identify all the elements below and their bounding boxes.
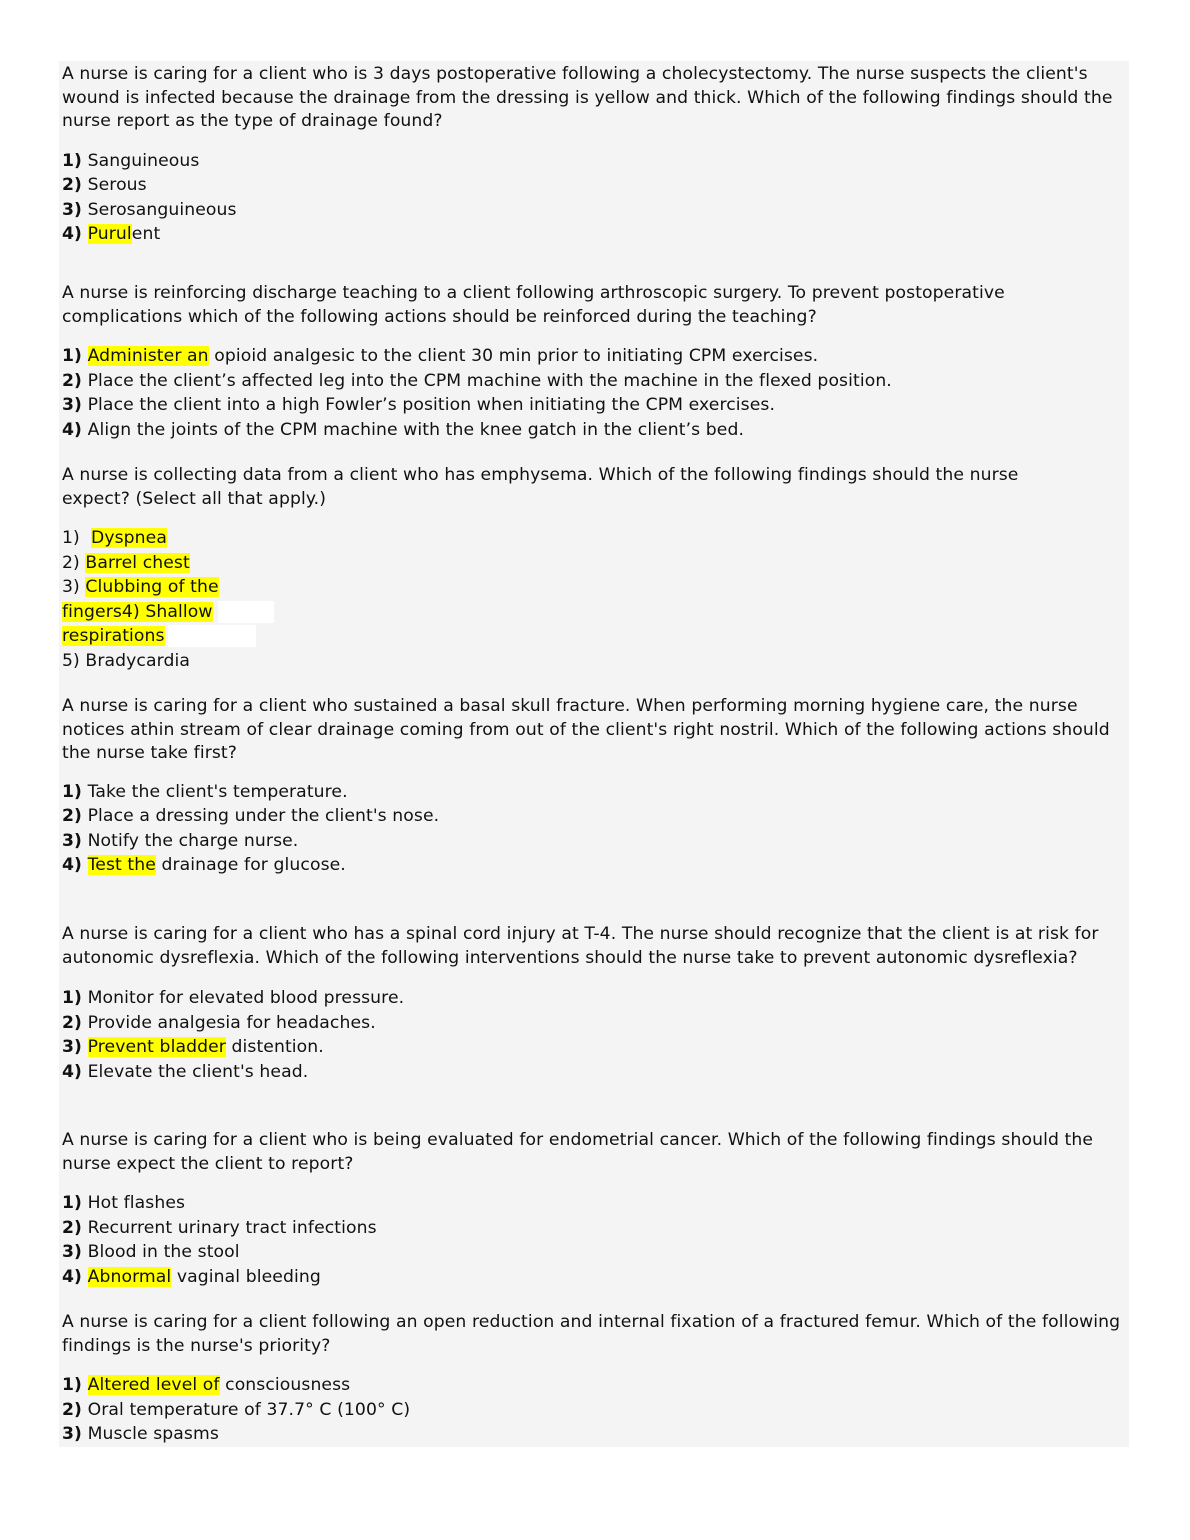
question-stem: A nurse is collecting data from a client who has emphysema. Which of the following findings should the nurse expect? (Select all that apply.) [62, 465, 1019, 509]
highlighted-answer: Administer an [87, 346, 209, 366]
option-number: 1) [62, 988, 83, 1008]
answer-option [62, 1240, 1124, 1265]
answer-option [62, 198, 1124, 223]
highlighted-answer: Purul [87, 224, 132, 244]
option-text: Align the joints of the CPM machine with the knee gatch in the client’s bed. [87, 419, 745, 440]
answer-option [62, 173, 1124, 198]
option-text: Recurrent urinary tract infections [87, 1217, 377, 1238]
answer-option [62, 1373, 1124, 1398]
answer-option [62, 344, 1124, 369]
option-text: Place a dressing under the client's nose. [87, 806, 440, 826]
answer-option [62, 369, 1124, 394]
option-number: 1) [62, 1375, 83, 1395]
option-text: Serous [87, 175, 147, 195]
answer-option [62, 780, 1124, 805]
question-6 [62, 1129, 1124, 1289]
option-text: Place the client into a high Fowler’s position when initiating the CPM exercises. [87, 395, 776, 415]
option-number: 3) [62, 1424, 83, 1444]
option-number: 1) [62, 781, 83, 802]
question-stem: A nurse is caring for a client who is 3 days postoperative following a cholecystectomy. The nurse suspects the client's wound is infected because the drainage from the dressing is yellow and thick. Which of the following findings should the nurse report as the type of drainage found? [62, 64, 1113, 131]
blank-box [218, 601, 274, 623]
answer-option [62, 829, 1124, 854]
option-number: 3) [62, 1037, 83, 1057]
question-1 [62, 63, 1124, 247]
highlighted-answer: Prevent bladder [87, 1037, 226, 1057]
option-number: 4) [62, 855, 83, 875]
highlighted-answer: Test the [87, 855, 156, 875]
answer-option [62, 1035, 1124, 1060]
option-text: Provide analgesia for headaches. [87, 1012, 376, 1033]
question-stem: A nurse is caring for a client who is being evaluated for endometrial cancer. Which of the following findings should the nurse expect the client to report? [62, 1130, 1094, 1174]
highlighted-answer: respirations [62, 626, 165, 646]
option-text: Blood in the stool [87, 1242, 240, 1262]
answer-option [62, 526, 1124, 551]
option-number: 3) [62, 830, 83, 851]
option-number: 2) [62, 370, 83, 391]
highlighted-answer: Altered level of [87, 1375, 220, 1395]
highlighted-answer: Clubbing of the [85, 577, 219, 597]
question-stem: A nurse is caring for a client who has a spinal cord injury at T-4. The nurse should recognize that the client is at risk for autonomic dysreflexia. Which of the following interventions should the nurse take to prevent autonomic dysreflexia? [62, 924, 1099, 968]
highlighted-answer: fingers4) Shallow [62, 601, 213, 622]
option-text: Serosanguineous [87, 199, 237, 220]
answer-option [62, 551, 1124, 576]
option-text: Elevate the client's head. [87, 1061, 309, 1082]
answer-option [62, 149, 1124, 174]
answer-option [62, 1216, 1124, 1241]
question-stem: A nurse is caring for a client following an open reduction and internal fixation of a fractured femur. Which of the following findings is the nurse's priority? [62, 1312, 1121, 1356]
option-number: 3) [62, 1242, 83, 1262]
answer-option [62, 222, 1124, 247]
answer-option [62, 1191, 1124, 1216]
answer-option [62, 649, 1124, 674]
option-text: Place the client’s affected leg into the CPM machine with the machine in the flexed position. [87, 370, 892, 391]
option-number: 2) [62, 1399, 83, 1420]
question-3 [62, 464, 1124, 673]
option-number: 3) [62, 577, 80, 597]
option-number: 5) [62, 650, 80, 671]
option-text: distention. [225, 1037, 324, 1057]
option-number: 4) [62, 224, 83, 244]
option-number: 4) [62, 1061, 83, 1082]
option-text: vaginal bleeding [171, 1266, 321, 1287]
option-number: 1) [62, 1193, 83, 1213]
question-stem: A nurse is caring for a client who sustained a basal skull fracture. When performing morning hygiene care, the nurse notices athin stream of clear drainage coming from out of the client's right nostril. Which of the following actions should the nurse take first? [62, 696, 1110, 763]
answer-option [62, 418, 1124, 443]
answer-option [62, 624, 1124, 649]
blank-box [168, 625, 256, 647]
option-number: 1) [62, 528, 80, 548]
option-number: 2) [62, 552, 80, 573]
option-text: ent [131, 224, 161, 244]
answer-option [62, 1265, 1124, 1290]
option-number: 1) [62, 346, 83, 366]
answer-option [62, 1398, 1124, 1423]
highlighted-answer: Barrel chest [85, 552, 190, 573]
answer-option [62, 575, 1124, 600]
question-2 [62, 282, 1124, 442]
option-text: Take the client's temperature. [87, 781, 348, 802]
option-number: 1) [62, 150, 83, 171]
option-text: Monitor for elevated blood pressure. [87, 988, 405, 1008]
option-number: 3) [62, 199, 83, 220]
option-number: 4) [62, 419, 83, 440]
highlighted-answer: Abnormal [87, 1266, 172, 1287]
answer-option [62, 1011, 1124, 1036]
option-text: Hot flashes [87, 1193, 186, 1213]
option-number: 4) [62, 1266, 83, 1287]
option-text: Bradycardia [85, 650, 190, 671]
option-number: 2) [62, 1012, 83, 1033]
option-text: Notify the charge nurse. [87, 830, 299, 851]
option-text: Sanguineous [87, 150, 200, 171]
answer-option [62, 853, 1124, 878]
answer-option [62, 986, 1124, 1011]
option-text: Muscle spasms [87, 1424, 219, 1444]
option-text: drainage for glucose. [155, 855, 346, 875]
question-5 [62, 923, 1124, 1084]
question-7 [62, 1311, 1124, 1447]
option-text: Oral temperature of 37.7° C (100° C) [87, 1399, 411, 1420]
answer-option [62, 1422, 1124, 1447]
option-text: opioid analgesic to the client 30 min prior to initiating CPM exercises. [208, 346, 819, 366]
answer-option [62, 804, 1124, 829]
answer-option [62, 1060, 1124, 1085]
highlighted-answer: Dyspnea [90, 528, 167, 548]
option-number: 2) [62, 1217, 83, 1238]
answer-option [62, 393, 1124, 418]
question-stem: A nurse is reinforcing discharge teaching to a client following arthroscopic surgery. To prevent postoperative complications which of the following actions should be reinforced during the teaching? [62, 283, 1005, 327]
option-text: consciousness [219, 1375, 351, 1395]
option-number: 2) [62, 175, 83, 195]
option-number: 2) [62, 806, 83, 826]
question-4 [62, 695, 1124, 878]
answer-option [62, 600, 1124, 625]
option-number: 3) [62, 395, 83, 415]
